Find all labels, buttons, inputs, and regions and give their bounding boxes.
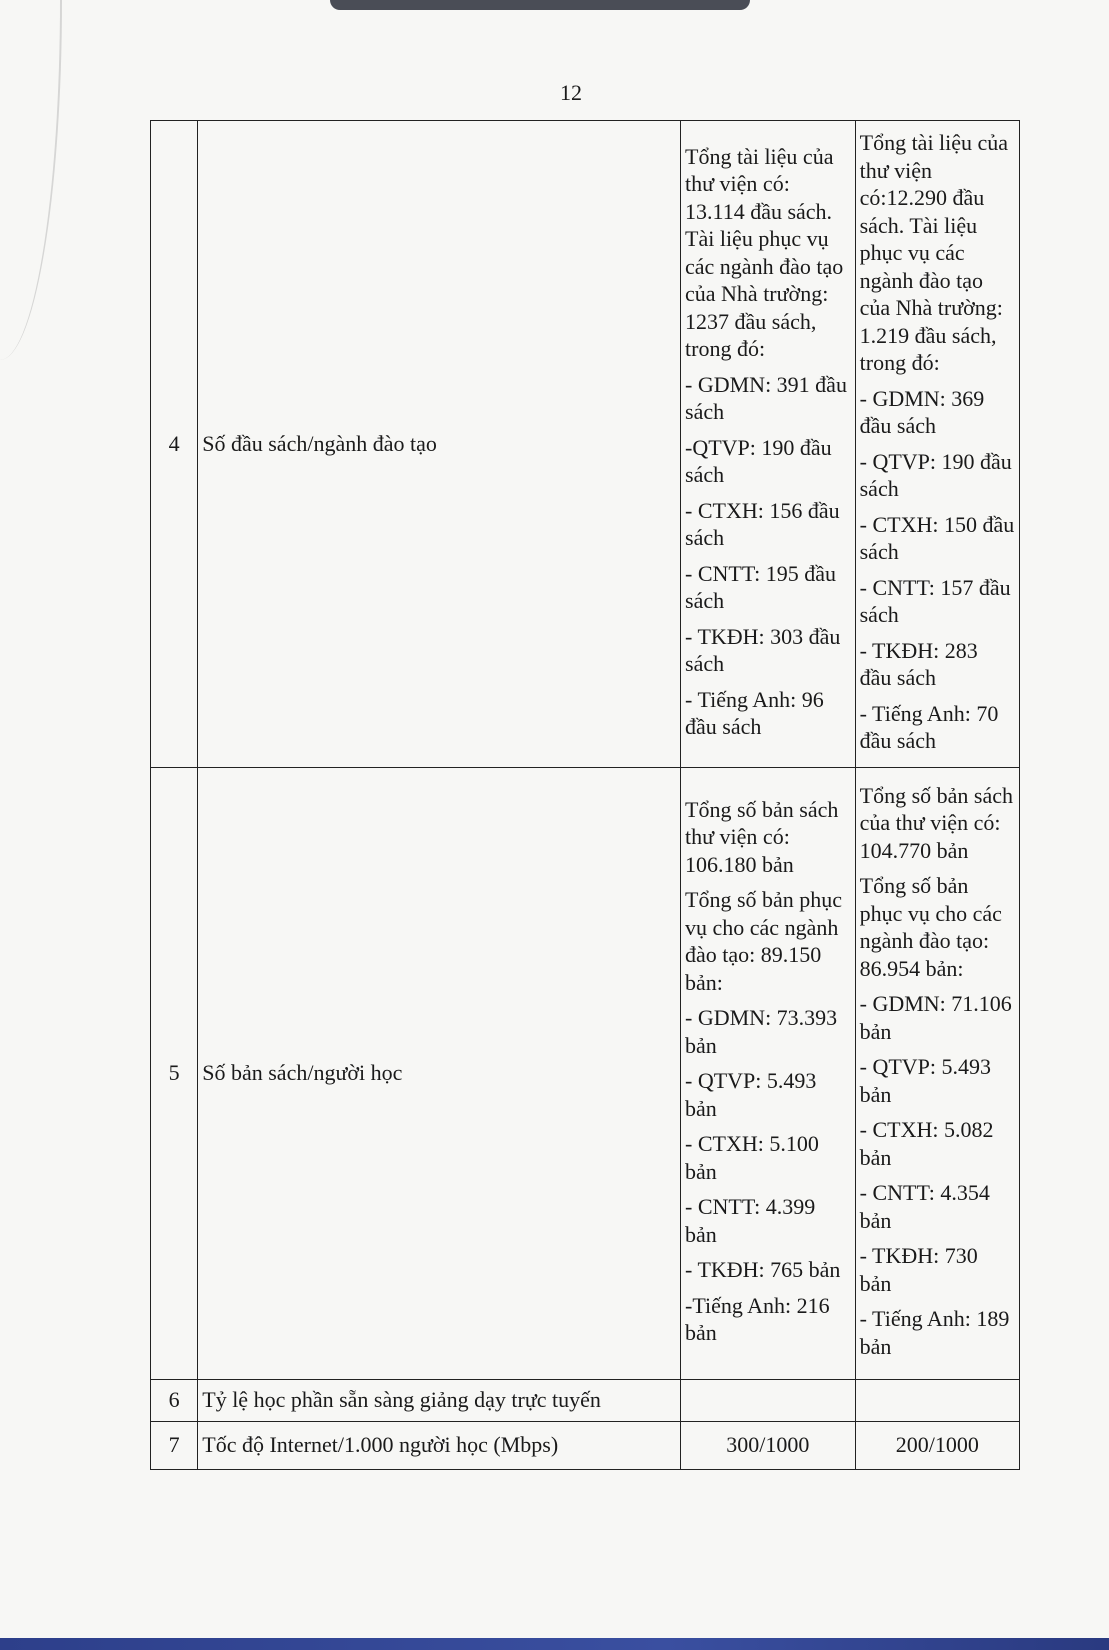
cell-line: Tổng số bản sách của thư viện có: 104.770 bản [859,782,1013,863]
cell-line: - TKĐH: 765 bản [685,1257,841,1282]
cell-line: - CTXH: 5.100 bản [685,1131,819,1184]
cell-line: - QTVP: 5.493 bản [685,1068,817,1121]
cell-line: - CTXH: 5.082 bản [859,1117,994,1170]
cell-line: -QTVP: 190 đầu sách [685,434,832,488]
cell-line: - CNTT: 195 đầu sách [685,560,837,614]
cell-line: - CTXH: 156 đầu sách [685,497,840,551]
value-cell-2 [855,767,1019,1379]
table-row [151,1379,1020,1421]
cell-line: -Tiếng Anh: 216 bản [685,1292,830,1345]
cell-line: Tổng tài liệu của thư viện có:12.290 đầu sách. Tài liệu phục vụ các ngành đào tạo của Nhà trường: 1.219 đầu sách, trong đó: [859,130,1009,375]
cell-line: Tổng số bản sách thư viện có: 106.180 bản [685,796,839,877]
value-cell-1 [681,1379,856,1421]
scan-page-curve [0,0,62,360]
row-index: 6 [151,1379,198,1421]
row-label: Số đầu sách/ngành đào tạo [198,121,681,768]
cell-line: - GDMN: 71.106 bản [859,991,1012,1044]
table-row [151,1421,1020,1469]
cell-line: Tổng số bản phục vụ cho các ngành đào tạo: 86.954 bản: [859,873,1002,981]
scan-top-edge [330,0,750,10]
table-row [151,121,1020,768]
cell-line: Tổng số bản phục vụ cho các ngành đào tạo: 89.150 bản: [685,887,843,995]
cell-line: - TKĐH: 303 đầu sách [685,623,841,677]
cell-line: - CTXH: 150 đầu sách [859,511,1015,564]
value-cell-2 [855,121,1019,768]
cell-line: - TKĐH: 283 đầu sách [859,637,978,690]
row-index: 7 [151,1421,198,1469]
cell-line: - GDMN: 391 đầu sách [685,371,847,425]
cell-line: - Tiếng Anh: 189 bản [859,1306,1010,1359]
cell-line: - GDMN: 73.393 bản [685,1005,838,1058]
cell-line: - Tiếng Anh: 70 đầu sách [859,700,999,753]
cell-line: - GDMN: 369 đầu sách [859,385,985,438]
cell-line: - CNTT: 4.399 bản [685,1194,816,1247]
row-index: 5 [151,767,198,1379]
cell-line: Tổng tài liệu của thư viện có: 13.114 đầu sách. Tài liệu phục vụ các ngành đào tạo của Nhà trường: 1237 đầu sách, trong đó: [685,143,844,362]
row-label: Tỷ lệ học phần sẵn sàng giảng dạy trực tuyến [198,1379,681,1421]
row-label: Tốc độ Internet/1.000 người học (Mbps) [198,1421,681,1469]
table-row [151,767,1020,1379]
cell-line: - QTVP: 190 đầu sách [859,448,1012,501]
statistics-table [150,120,1020,1470]
cell-line: - TKĐH: 730 bản [859,1243,978,1296]
value-cell-1 [681,121,856,768]
cell-line: - CNTT: 4.354 bản [859,1180,990,1233]
value-cell-1: 300/1000 [681,1421,856,1469]
cell-line: - QTVP: 5.493 bản [859,1054,992,1107]
value-cell-2 [855,1379,1019,1421]
value-cell-1 [681,767,856,1379]
cell-line: - Tiếng Anh: 96 đầu sách [685,686,824,740]
row-label: Số bản sách/người học [198,767,681,1379]
cell-line: - CNTT: 157 đầu sách [859,574,1011,627]
scan-bottom-edge [0,1638,1109,1650]
row-index: 4 [151,121,198,768]
page-number: 12 [560,80,582,105]
value-cell-2: 200/1000 [855,1421,1019,1469]
